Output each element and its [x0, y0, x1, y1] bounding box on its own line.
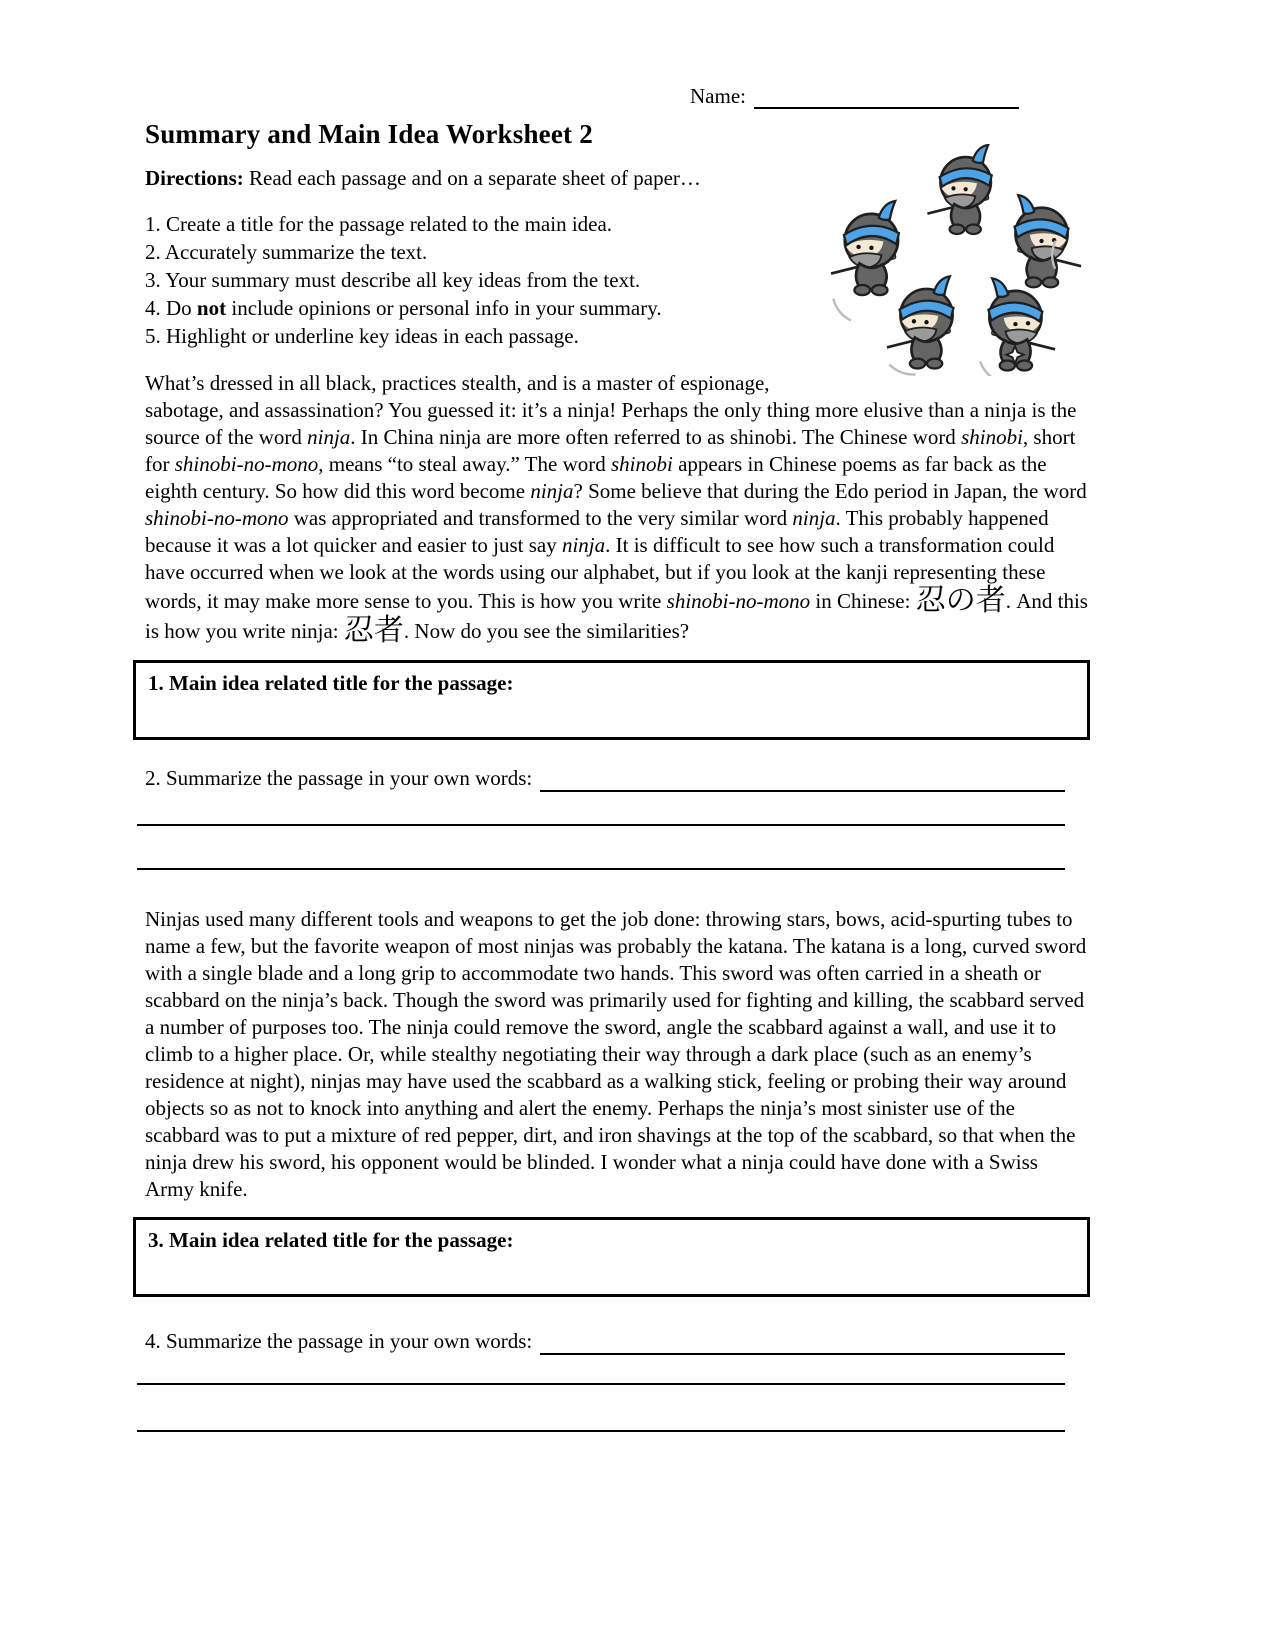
passage-1: What’s dressed in all black, practices stealth, and is a master of espionage, sabotage, and assassination? You guessed it: it’s a ninja! Perhaps the only thing more elusive than a ninja is the source of the word ninja. In China ninja are more often referred to as shinobi. The Chinese word shinobi, short for shinobi-no-mono, means “to steal away.” The word shinobi appears in Chinese poems as far back as the eighth century. So how did this word become ninja? Some believe that during the Edo period in Japan, the word shinobi-no-mono was appropriated and transformed to the very similar word ninja. This probably happened because it was a lot quicker and easier to just say ninja. It is difficult to see how such a transformation could have occurred when we look at the words using our alphabet, but if you look at the kanji representing these words, it may make more sense to you. This is how you write shinobi-no-mono in Chinese: 忍の者. And this is how you write ninja: 忍者. Now do you see the similarities?	[145, 371, 1088, 648]
answer-box-1-label: 1. Main idea related title for the passage:	[148, 671, 514, 695]
ninja-right-icon	[1015, 195, 1082, 287]
ninja-left-icon	[831, 201, 899, 295]
answer-rule[interactable]	[137, 868, 1065, 870]
question-2-answer-line[interactable]	[540, 770, 1065, 792]
question-4-label: 4. Summarize the passage in your own words:	[145, 1329, 533, 1353]
answer-rule[interactable]	[137, 1383, 1065, 1385]
motion-swoosh-icon	[828, 299, 856, 321]
ninja-illustration	[822, 144, 1090, 376]
instruction-item-5: 5. Highlight or underline key ideas in each passage.	[145, 324, 579, 348]
answer-rule[interactable]	[137, 1430, 1065, 1432]
name-row	[690, 82, 1090, 109]
page-title: Summary and Main Idea Worksheet 2	[145, 119, 593, 149]
question-4-answer-line[interactable]	[540, 1333, 1065, 1355]
question-2-label: 2. Summarize the passage in your own words:	[145, 766, 533, 790]
ninja-bottom-left-icon	[887, 276, 954, 368]
instruction-item-2: 2. Accurately summarize the text.	[145, 240, 428, 264]
answer-box-1[interactable]	[133, 660, 1090, 740]
name-label: Name:	[690, 84, 746, 108]
answer-rule[interactable]	[137, 824, 1065, 826]
passage-2: Ninjas used many different tools and weapons to get the job done: throwing stars, bows, acid-spurting tubes to name a few, but the favorite weapon of most ninjas was probably the katana. The katana is a long, curved sword with a single blade and a long grip to accommodate two hands. This sword was often carried in a sheath or scabbard on the ninja’s back. Though the sword was primarily used for fighting and killing, the scabbard served a number of purposes too. The ninja could remove the sword, angle the scabbard against a wall, and use it to climb to a higher place. Or, while stealthy negotiating their way through a dark place (such as an enemy’s residence at night), ninjas may have used the scabbard as a walking stick, feeling or probing their way around objects so as not to knock into anything and alert the enemy. Perhaps the ninja’s most sinister use of the scabbard was to put a mixture of red pepper, dirt, and iron shavings at the top of the scabbard, so that when the ninja drew his sword, his opponent would be blinded. I wonder what a ninja could have done with a Swiss Army knife.	[145, 907, 1087, 1201]
question-4-row	[145, 1327, 1090, 1355]
question-2-row	[145, 764, 1090, 792]
name-blank-line[interactable]	[754, 87, 1019, 109]
instruction-item-3: 3. Your summary must describe all key ideas from the text.	[145, 268, 641, 292]
instruction-item-1: 1. Create a title for the passage related to the main idea.	[145, 212, 613, 236]
answer-box-3-label: 3. Main idea related title for the passage:	[148, 1228, 514, 1252]
ninja-top-icon	[927, 145, 991, 234]
answer-box-3[interactable]	[133, 1217, 1090, 1297]
ninja-bottom-right-icon	[988, 278, 1055, 370]
instruction-item-4: 4. Do not include opinions or personal info in your summary.	[145, 296, 662, 320]
directions-text: Directions: Read each passage and on a separate sheet of paper…	[145, 166, 701, 190]
